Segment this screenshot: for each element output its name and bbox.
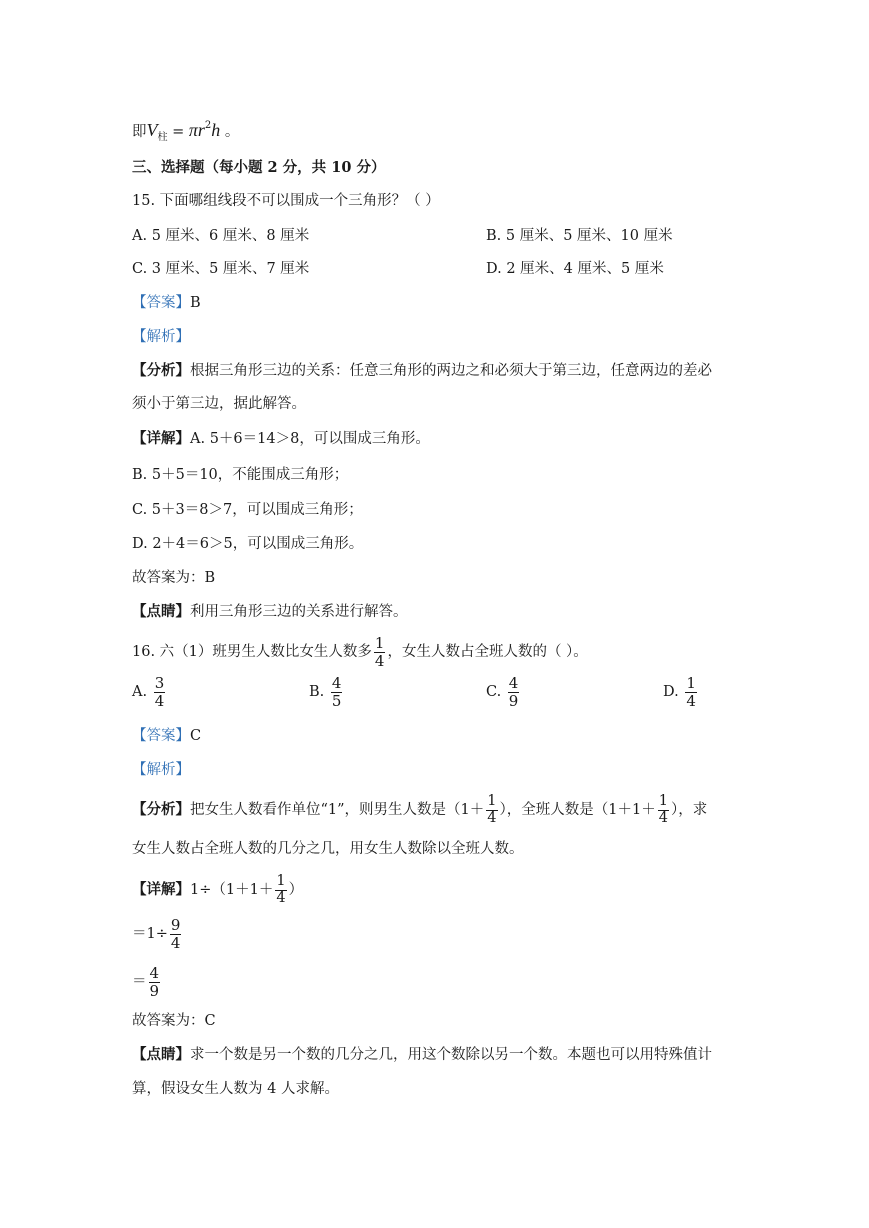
fraction-numerator: 4 bbox=[331, 674, 342, 692]
q15-stem: 15. 下面哪组线段不可以围成一个三角形？（ ） bbox=[132, 193, 440, 209]
q16-final: 故答案为：C bbox=[132, 1013, 216, 1029]
fenxi-text: 根据三角形三边的关系：任意三角形的两边之和必须大于第三边，任意两边的差必 bbox=[190, 363, 712, 379]
q15-final: 故答案为：B bbox=[132, 570, 216, 586]
fraction-denominator: 4 bbox=[276, 889, 286, 906]
xiangjie-text: ＝1÷ bbox=[132, 926, 168, 942]
dianjing-text: 求一个数是另一个数的几分之几，用这个数除以另一个数。本题也可以用特殊值计 bbox=[190, 1047, 712, 1063]
fraction-numerator: 3 bbox=[154, 674, 165, 692]
xiangjie-text: ＝ bbox=[132, 974, 147, 990]
option-label: C. bbox=[486, 684, 502, 700]
fraction-denominator: 4 bbox=[658, 809, 668, 826]
q16-xiangjie-2 bbox=[132, 914, 183, 954]
formula-r: r bbox=[197, 120, 205, 140]
xiangjie-text: 1÷（1＋1＋ bbox=[190, 882, 274, 898]
fraction-denominator: 9 bbox=[508, 691, 519, 710]
fraction-numerator: 1 bbox=[276, 872, 286, 889]
answer-value: C bbox=[190, 728, 202, 744]
xiangjie-text: ） bbox=[288, 882, 304, 898]
q16-xiangjie-1 bbox=[132, 870, 303, 910]
q15-xiangjie bbox=[132, 429, 430, 449]
q15-step-d: D. 2＋4＝6＞5，可以围成三角形。 bbox=[132, 536, 364, 552]
option-fraction bbox=[508, 675, 520, 709]
q15-answer bbox=[132, 293, 201, 313]
fraction-numerator: 9 bbox=[170, 916, 181, 934]
q15-option-b: B. 5 厘米、5 厘米、10 厘米 bbox=[486, 228, 673, 244]
fraction-numerator: 4 bbox=[149, 964, 160, 982]
xiangjie-fraction bbox=[149, 965, 161, 999]
xiangjie-fraction bbox=[170, 917, 182, 951]
fraction-denominator: 9 bbox=[149, 981, 160, 1000]
fraction-numerator: 4 bbox=[508, 674, 519, 692]
answer-value: B bbox=[190, 295, 201, 311]
formula-suffix: 。 bbox=[220, 124, 240, 140]
q16-stem-text: 16. 六（1）班男生人数比女生人数多 bbox=[132, 644, 372, 660]
formula-prefix: 即 bbox=[132, 124, 147, 140]
q15-option-c: C. 3 厘米、5 厘米、7 厘米 bbox=[132, 261, 310, 277]
q16-analysis-tag: 【解析】 bbox=[132, 762, 190, 778]
fraction-numerator: 1 bbox=[686, 674, 696, 692]
q15-fenxi-2: 须小于第三边，据此解答。 bbox=[132, 396, 306, 412]
q15-option-a: A. 5 厘米、6 厘米、8 厘米 bbox=[132, 228, 310, 244]
q16-dianjing-2: 算，假设女生人数为 4 人求解。 bbox=[132, 1081, 339, 1097]
dianjing-tag: 【点睛】 bbox=[132, 603, 190, 620]
xiangjie-tag: 【详解】 bbox=[132, 430, 190, 447]
option-fraction bbox=[685, 675, 697, 709]
fenxi-fraction-1 bbox=[486, 794, 497, 827]
section-title: 三、选择题（每小题 2 分，共 10 分） bbox=[132, 159, 386, 176]
q16-option-c bbox=[486, 675, 521, 709]
fenxi-fraction-2 bbox=[658, 794, 669, 827]
q15-dianjing bbox=[132, 602, 408, 622]
q16-fenxi-1 bbox=[132, 790, 707, 830]
q15-analysis-tag: 【解析】 bbox=[132, 329, 190, 345]
formula-eq: = bbox=[167, 124, 189, 140]
fraction-denominator: 4 bbox=[154, 691, 165, 710]
formula-line bbox=[132, 116, 239, 148]
fenxi-tag: 【分析】 bbox=[132, 801, 190, 818]
q15-option-d: D. 2 厘米、4 厘米、5 厘米 bbox=[486, 261, 664, 277]
q16-answer bbox=[132, 726, 201, 746]
formula-pi: π bbox=[188, 120, 198, 140]
fraction-denominator: 4 bbox=[374, 651, 385, 670]
q16-fenxi-2: 女生人数占全班人数的几分之几，用女生人数除以全班人数。 bbox=[132, 841, 524, 857]
formula-r-sup: 2 bbox=[204, 120, 212, 131]
option-label: B. bbox=[309, 684, 325, 700]
fenxi-text: ），全班人数是（1＋1＋ bbox=[499, 802, 656, 818]
q16-option-d bbox=[663, 675, 699, 709]
option-label: A. bbox=[132, 684, 148, 700]
answer-tag: 【答案】 bbox=[132, 728, 190, 744]
option-label: D. bbox=[663, 684, 679, 700]
q16-stem-fraction bbox=[374, 635, 386, 669]
q16-stem bbox=[132, 632, 588, 672]
option-fraction bbox=[331, 675, 343, 709]
dianjing-text: 利用三角形三边的关系进行解答。 bbox=[190, 604, 408, 620]
fraction-denominator: 4 bbox=[487, 809, 497, 826]
formula-v: V bbox=[146, 120, 158, 140]
fenxi-tag: 【分析】 bbox=[132, 362, 190, 379]
fraction-denominator: 5 bbox=[331, 691, 342, 710]
q15-step-c: C. 5＋3＝8＞7，可以围成三角形； bbox=[132, 502, 363, 518]
xiangjie-text: A. 5＋6＝14＞8，可以围成三角形。 bbox=[190, 431, 430, 447]
q15-step-b: B. 5＋5＝10，不能围成三角形； bbox=[132, 467, 349, 483]
answer-tag: 【答案】 bbox=[132, 295, 190, 311]
q16-option-b bbox=[309, 675, 344, 709]
q16-option-a bbox=[132, 675, 167, 709]
xiangjie-fraction bbox=[275, 874, 286, 907]
xiangjie-tag: 【详解】 bbox=[132, 881, 190, 898]
q16-dianjing-1 bbox=[132, 1045, 712, 1065]
dianjing-tag: 【点睛】 bbox=[132, 1046, 190, 1063]
fraction-denominator: 4 bbox=[170, 933, 181, 952]
formula-v-sub: 柱 bbox=[157, 132, 168, 143]
q16-stem-text-end: ，女生人数占全班人数的（ ）。 bbox=[387, 644, 588, 660]
fraction-numerator: 1 bbox=[374, 634, 385, 652]
fraction-denominator: 4 bbox=[686, 691, 696, 710]
fraction-numerator: 1 bbox=[487, 792, 497, 809]
q15-fenxi-1 bbox=[132, 361, 712, 381]
fraction-numerator: 1 bbox=[658, 792, 668, 809]
fenxi-text: 把女生人数看作单位“1”，则男生人数是（1＋ bbox=[190, 802, 485, 818]
formula-h: h bbox=[211, 120, 221, 140]
option-fraction bbox=[154, 675, 166, 709]
q16-xiangjie-3 bbox=[132, 962, 162, 1002]
fenxi-text: ），求 bbox=[670, 802, 708, 818]
